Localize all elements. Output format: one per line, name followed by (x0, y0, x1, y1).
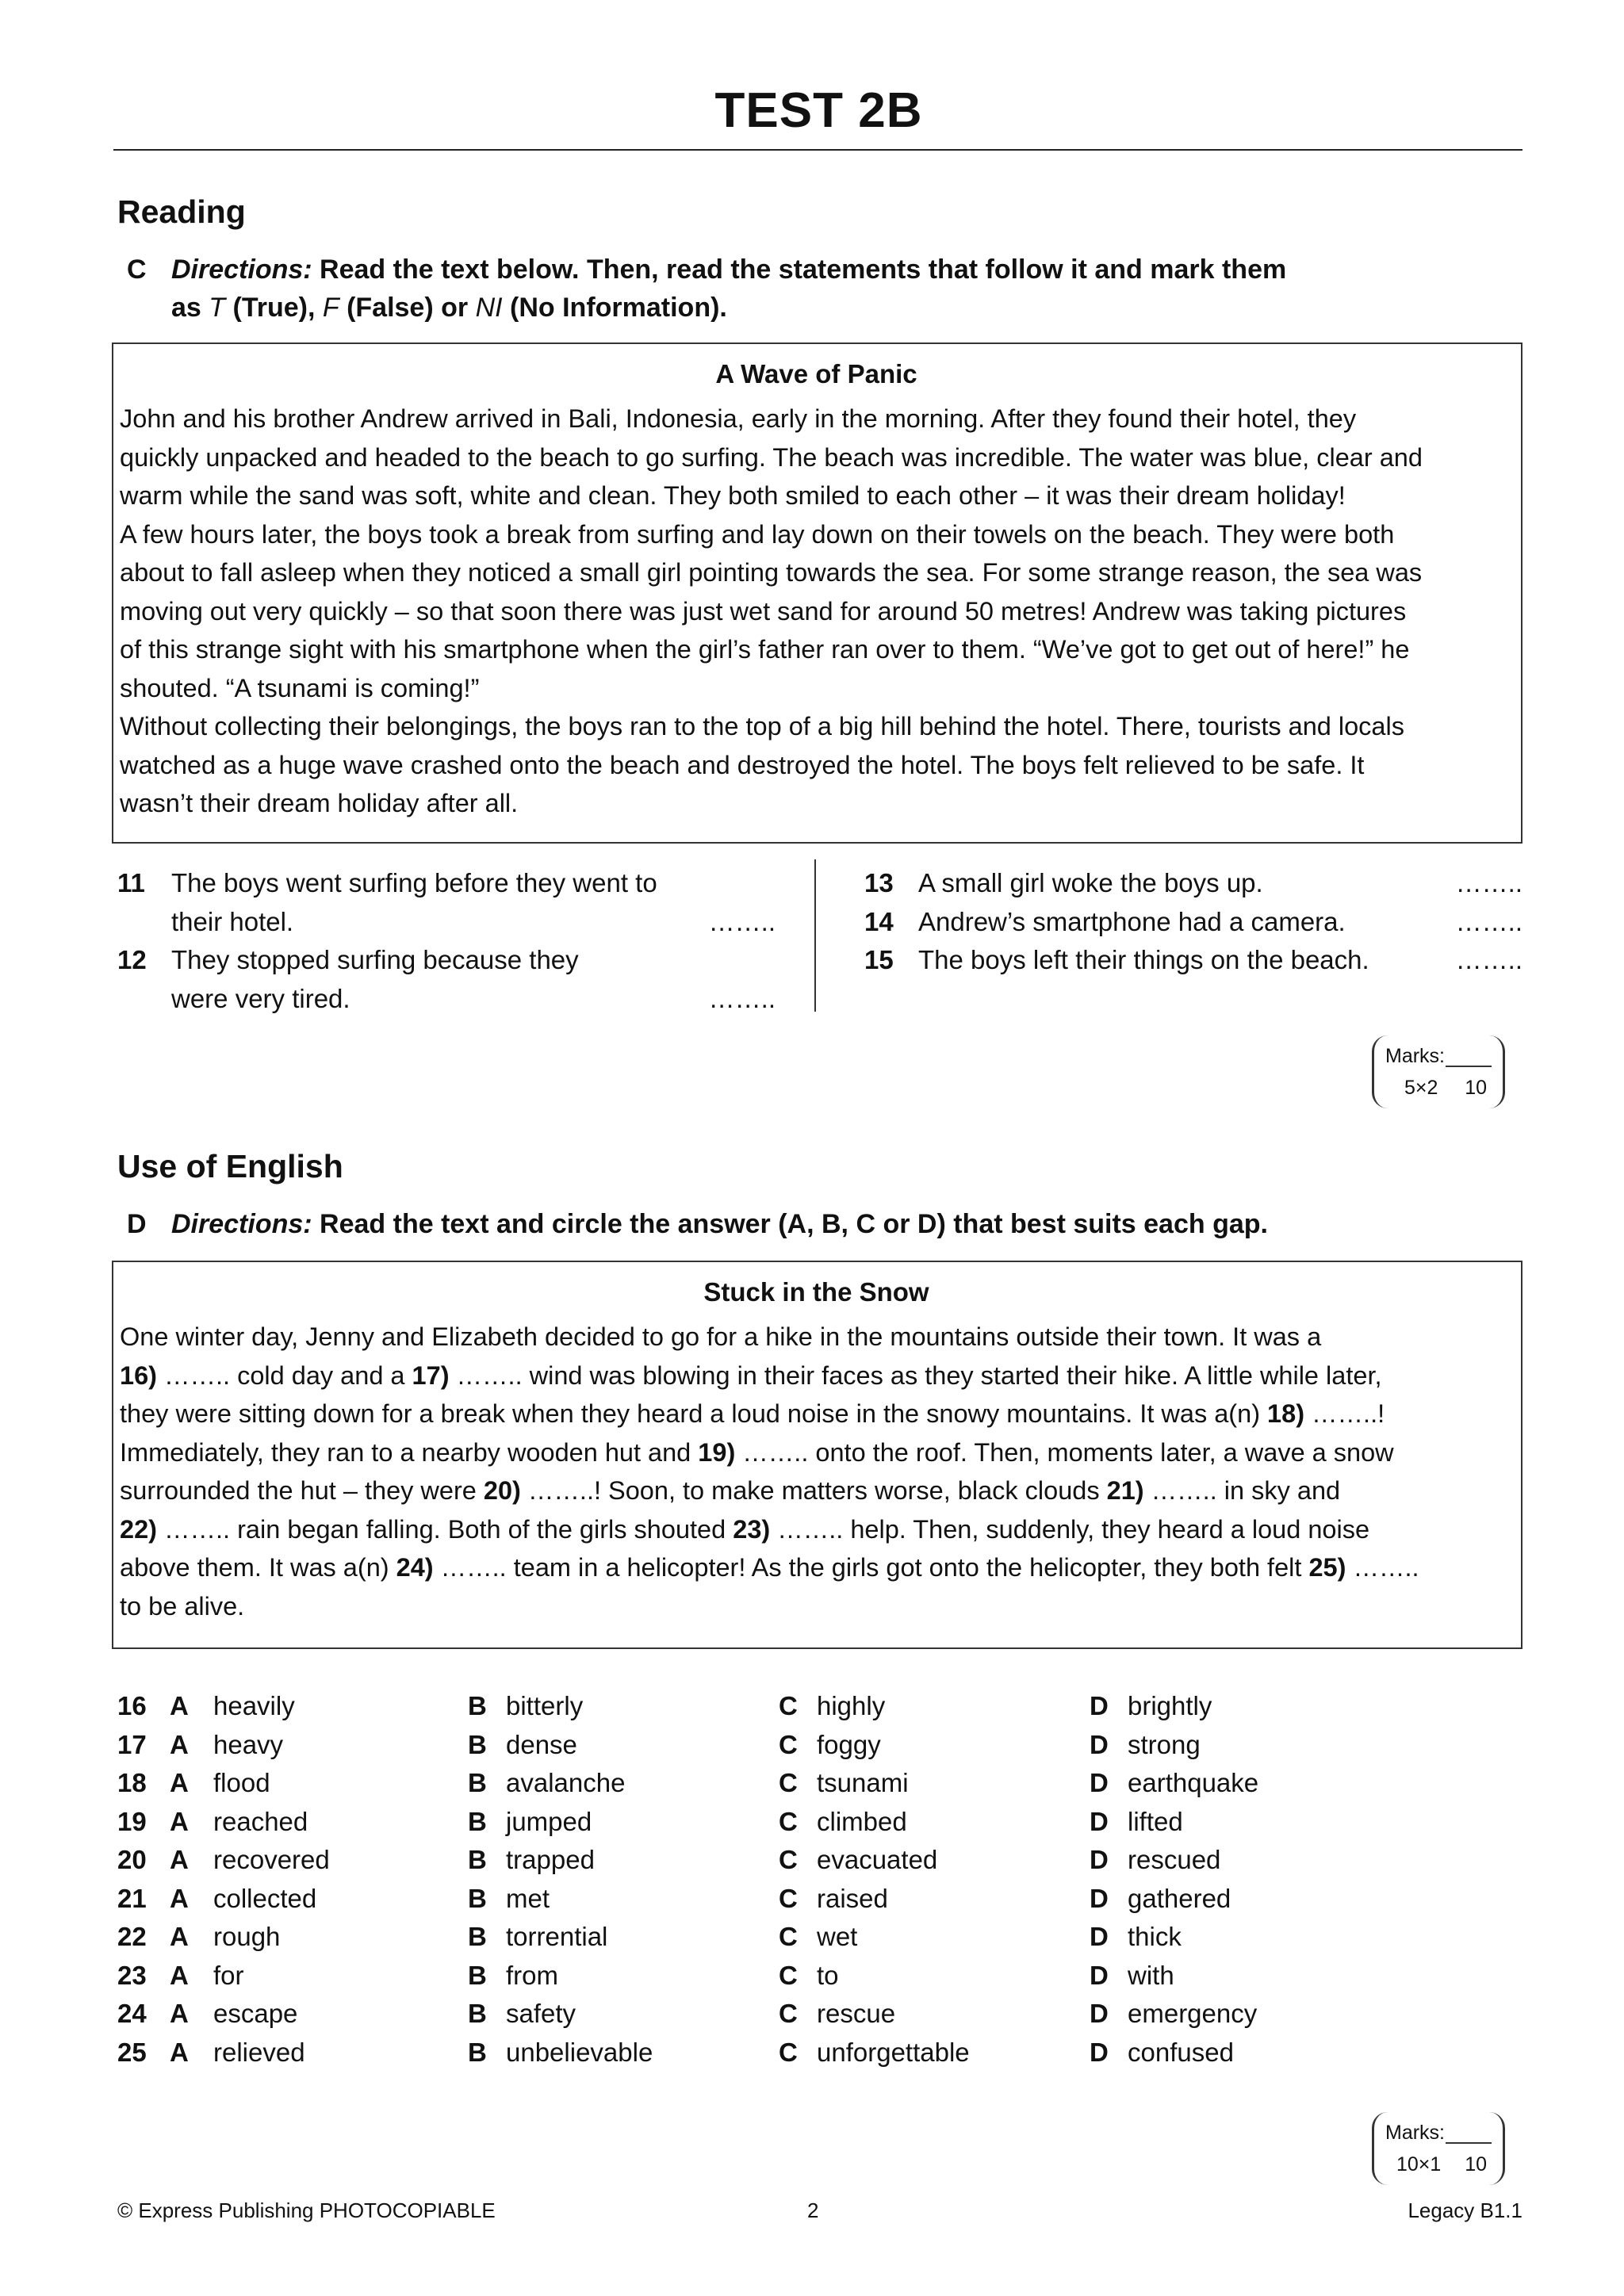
option-letter-d[interactable]: D (1090, 1768, 1109, 1797)
use-of-english-directions (117, 1205, 1513, 1243)
statement-13: 13 A small girl woke the boys up. …….. (864, 864, 1522, 903)
cloze-text-segment: …….. in sky and (1143, 1476, 1341, 1505)
option-word-c[interactable]: climbed (817, 1806, 907, 1836)
option-letter-d[interactable]: D (1090, 1806, 1109, 1836)
option-letter-c[interactable]: C (779, 1999, 798, 2028)
directions-text: Read the text and circle the answer (A, B, C or D) that best suits each gap. (312, 1209, 1268, 1239)
option-true: T (209, 293, 226, 323)
option-word-c[interactable]: wet (817, 1922, 858, 1951)
option-letter-b[interactable]: B (468, 1845, 487, 1874)
option-letter-b[interactable]: B (468, 1768, 487, 1797)
cloze-text-line (120, 1395, 1513, 1433)
question-number: 19 (117, 1806, 147, 1836)
cloze-text-segment: …….. cold day and a (156, 1360, 412, 1390)
option-word-b[interactable]: met (506, 1883, 550, 1913)
option-word-b[interactable]: torrential (506, 1922, 608, 1951)
answer-blank-15[interactable]: …….. (1455, 945, 1522, 974)
statement-11: 11 The boys went surfing before they went to their hotel. …….. (117, 864, 768, 941)
option-letter-b[interactable]: B (468, 1960, 487, 1990)
gap-number: 25) (1308, 1553, 1346, 1582)
page-title: TEST 2B (714, 83, 923, 138)
statement-12: 12 They stopped surfing because they were very tired. …….. (117, 941, 768, 1018)
question-number: 22 (117, 1922, 147, 1951)
statement-14: 14 Andrew’s smartphone had a camera. …….. (864, 903, 1522, 942)
question-row-16 (117, 1687, 1386, 1726)
question-row-23 (117, 1957, 1386, 1996)
option-word-b[interactable]: bitterly (506, 1691, 584, 1720)
option-letter-d[interactable]: D (1090, 2037, 1109, 2067)
cloze-text-title: Stuck in the Snow (703, 1277, 929, 1307)
answer-options-table (117, 1687, 1386, 2072)
option-letter-c[interactable]: C (779, 1883, 798, 1913)
answer-blank-12[interactable]: …….. (708, 983, 776, 1013)
question-number: 24 (117, 1999, 147, 2028)
statements-left (117, 864, 776, 1018)
option-word-d[interactable]: with (1128, 1960, 1174, 1990)
question-number: 20 (117, 1845, 147, 1874)
option-word-d[interactable]: earthquake (1128, 1768, 1259, 1797)
gap-number: 22) (120, 1514, 157, 1544)
reading-heading: Reading (117, 193, 246, 230)
reading-text-line: wasn’t their dream holiday after all. (120, 789, 519, 817)
option-letter-c[interactable]: C (779, 1768, 798, 1797)
cloze-text-segment: …….. rain began falling. Both of the girls shouted (156, 1514, 733, 1544)
option-word-a[interactable]: relieved (213, 2037, 305, 2067)
option-word-a[interactable]: flood (213, 1768, 270, 1797)
cloze-text-segment: Immediately, they ran to a nearby wooden hut and (120, 1437, 699, 1467)
cloze-text-segment: they were sitting down for a break when they heard a loud noise in the snowy mountains. It was a(n) (120, 1399, 1268, 1428)
question-row-17 (117, 1726, 1386, 1765)
marks-score-line[interactable] (1446, 1066, 1492, 1067)
answer-blank-14[interactable]: …….. (1455, 906, 1522, 936)
option-letter-b[interactable]: B (468, 1806, 487, 1836)
option-letter-b[interactable]: B (468, 2037, 487, 2067)
cloze-text-line (120, 1548, 1513, 1587)
cloze-text-segment: to be alive. (120, 1591, 245, 1621)
option-letter-c[interactable]: C (779, 1845, 798, 1874)
option-word-d[interactable]: strong (1128, 1729, 1201, 1759)
reading-text-title: A Wave of Panic (715, 359, 917, 388)
directions-label: Directions: (171, 254, 312, 285)
option-false: F (322, 293, 339, 323)
reading-text-line: John and his brother Andrew arrived in Bali, Indonesia, early in the morning. After they found their hotel, they (120, 404, 1357, 433)
option-letter-c[interactable]: C (779, 1729, 798, 1759)
directions-label: Directions: (171, 1209, 312, 1239)
question-number: 16 (117, 1691, 147, 1720)
option-word-d[interactable]: rescued (1128, 1845, 1221, 1874)
option-word-d[interactable]: emergency (1128, 1999, 1258, 2028)
gap-number: 17) (412, 1360, 450, 1390)
question-number: 23 (117, 1960, 147, 1990)
option-letter-d[interactable]: D (1090, 1729, 1109, 1759)
reading-text-line: quickly unpacked and headed to the beach to go surfing. The beach was incredible. The water was blue, clear and (120, 442, 1423, 472)
question-row-19 (117, 1803, 1386, 1842)
option-word-c[interactable]: unforgettable (817, 2037, 970, 2067)
reading-text-box (112, 342, 1522, 844)
reading-text-line: about to fall asleep when they noticed a small girl pointing towards the sea. For some strange reason, the sea was (120, 558, 1423, 587)
option-word-b[interactable]: dense (506, 1729, 577, 1759)
option-word-a[interactable]: heavily (213, 1691, 295, 1720)
option-word-b[interactable]: trapped (506, 1845, 595, 1874)
footer-copyright: © Express Publishing PHOTOCOPIABLE (117, 2198, 496, 2222)
cloze-text-line (120, 1587, 1513, 1626)
option-letter-d[interactable]: D (1090, 1960, 1109, 1990)
cloze-text-segment: …….. team in a helicopter! As the girls got onto the helicopter, they both felt (433, 1553, 1309, 1582)
cloze-text-segment: above them. It was a(n) (120, 1553, 396, 1582)
option-letter-b[interactable]: B (468, 1999, 487, 2028)
directions-text-line1: Read the text below. Then, read the statements that follow it and mark them (312, 254, 1287, 285)
cloze-text-segment: …….. onto the roof. Then, moments later, a wave a snow (735, 1437, 1394, 1467)
option-letter-a[interactable]: A (170, 1806, 189, 1836)
option-word-a[interactable]: recovered (213, 1845, 330, 1874)
option-word-a[interactable]: heavy (213, 1729, 284, 1759)
option-word-c[interactable]: evacuated (817, 1845, 938, 1874)
gap-number: 18) (1267, 1399, 1305, 1428)
option-letter-c[interactable]: C (779, 1806, 798, 1836)
cloze-text-segment: …….. wind was blowing in their faces as they started their hike. A little while later, (449, 1360, 1382, 1390)
option-letter-a[interactable]: A (170, 1691, 189, 1720)
question-row-20 (117, 1841, 1386, 1880)
option-letter-a[interactable]: A (170, 1922, 189, 1951)
option-word-d[interactable]: confused (1128, 2037, 1234, 2067)
question-number: 17 (117, 1729, 147, 1759)
option-word-d[interactable]: gathered (1128, 1883, 1231, 1913)
option-word-b[interactable]: from (506, 1960, 558, 1990)
option-word-c[interactable]: highly (817, 1691, 886, 1720)
question-row-25 (117, 2034, 1386, 2072)
question-number: 18 (117, 1768, 147, 1797)
reading-directions: C Directions: Read the text below. Then, read the statements that follow it and mark them as T (True), F (False) or NI (No Information). (117, 251, 1513, 327)
question-number: 25 (117, 2037, 147, 2067)
question-number: 21 (117, 1883, 147, 1913)
option-letter-c[interactable]: C (779, 2037, 798, 2067)
option-word-c[interactable]: rescue (817, 1999, 896, 2028)
answer-blank-13[interactable]: …….. (1455, 868, 1522, 897)
cloze-text-segment: …….. help. Then, suddenly, they heard a loud noise (770, 1514, 1370, 1544)
gap-number: 20) (483, 1476, 521, 1505)
option-letter-b[interactable]: B (468, 1691, 487, 1720)
option-word-b[interactable]: avalanche (506, 1768, 626, 1797)
option-letter-c[interactable]: C (779, 1960, 798, 1990)
option-letter-a[interactable]: A (170, 1729, 189, 1759)
option-letter-c[interactable]: C (779, 1691, 798, 1720)
cloze-text-line (120, 1510, 1513, 1549)
cloze-text-line (120, 1433, 1513, 1472)
statement-15: 15 The boys left their things on the beach. …….. (864, 941, 1522, 980)
reading-text-body (120, 400, 1513, 823)
option-letter-c[interactable]: C (779, 1922, 798, 1951)
cloze-text-body (120, 1318, 1513, 1625)
option-no-info: NI (475, 293, 503, 323)
option-word-b[interactable]: unbelievable (506, 2037, 653, 2067)
cloze-text-segment: …….. (1346, 1553, 1419, 1582)
gap-number: 19) (698, 1437, 736, 1467)
answer-blank-11[interactable]: …….. (708, 906, 776, 936)
option-word-c[interactable]: raised (817, 1883, 888, 1913)
option-word-a[interactable]: collected (213, 1883, 317, 1913)
reading-text-line: Without collecting their belongings, the boys ran to the top of a big hill behind the hotel. There, tourists and locals (120, 712, 1404, 740)
option-letter-d[interactable]: D (1090, 1999, 1109, 2028)
statements-divider (814, 859, 816, 1012)
option-letter-a[interactable]: A (170, 2037, 189, 2067)
option-letter-b[interactable]: B (468, 1729, 487, 1759)
option-word-c[interactable]: foggy (817, 1729, 881, 1759)
option-word-a[interactable]: escape (213, 1999, 298, 2028)
option-word-b[interactable]: jumped (506, 1806, 592, 1836)
question-row-24 (117, 1995, 1386, 2034)
option-word-d[interactable]: lifted (1128, 1806, 1183, 1836)
option-word-a[interactable]: reached (213, 1806, 308, 1836)
cloze-text-segment: ……..! (1304, 1399, 1385, 1428)
reading-marks-box: Marks: 5×2 10 (1372, 1035, 1505, 1108)
reading-text-line: warm while the sand was soft, white and clean. They both smiled to each other – it was their dream holiday! (120, 481, 1346, 510)
question-row-22 (117, 1918, 1386, 1957)
option-word-a[interactable]: rough (213, 1922, 281, 1951)
gap-number: 21) (1106, 1476, 1144, 1505)
reading-text-line: shouted. “A tsunami is coming!” (120, 673, 480, 702)
cloze-text-box (112, 1261, 1522, 1649)
reading-text-line: A few hours later, the boys took a break from surfing and lay down on their towels on the beach. They were both (120, 519, 1395, 549)
gap-number: 16) (120, 1360, 157, 1390)
option-word-b[interactable]: safety (506, 1999, 576, 2028)
statements-right (864, 864, 1522, 980)
use-of-english-heading: Use of English (117, 1148, 343, 1184)
cloze-text-segment: surrounded the hut – they were (120, 1476, 484, 1505)
option-word-d[interactable]: thick (1128, 1922, 1182, 1951)
option-letter-a[interactable]: A (170, 1883, 189, 1913)
reading-text-line: of this strange sight with his smartphone when the girl’s father ran over to them. “We’ve got to get out of here!” he (120, 635, 1410, 664)
section-letter-d: D (127, 1209, 147, 1239)
cloze-text-segment: ……..! Soon, to make matters worse, black clouds (520, 1476, 1107, 1505)
option-word-d[interactable]: brightly (1128, 1691, 1212, 1720)
cloze-text-segment: One winter day, Jenny and Elizabeth decided to go for a hike in the mountains outside their town. It was a (120, 1322, 1322, 1351)
option-letter-a[interactable]: A (170, 1960, 189, 1990)
gap-number: 24) (396, 1553, 434, 1582)
option-word-c[interactable]: to (817, 1960, 839, 1990)
cloze-text-line (120, 1318, 1513, 1357)
reading-text-line: watched as a huge wave crashed onto the beach and destroyed the hotel. The boys felt relieved to be safe. It (120, 750, 1365, 779)
option-word-c[interactable]: tsunami (817, 1768, 909, 1797)
cloze-text-line (120, 1471, 1513, 1510)
title-divider (113, 149, 1522, 151)
cloze-text-line (120, 1357, 1513, 1395)
option-letter-b[interactable]: B (468, 1883, 487, 1913)
question-row-21 (117, 1880, 1386, 1919)
option-letter-d[interactable]: D (1090, 1691, 1109, 1720)
option-letter-a[interactable]: A (170, 1768, 189, 1797)
option-letter-a[interactable]: A (170, 1999, 189, 2028)
option-word-a[interactable]: for (213, 1960, 244, 1990)
section-letter-c: C (127, 254, 147, 285)
option-letter-d[interactable]: D (1090, 1845, 1109, 1874)
marks-score-line[interactable] (1446, 2142, 1492, 2144)
option-letter-b[interactable]: B (468, 1922, 487, 1951)
option-letter-d[interactable]: D (1090, 1922, 1109, 1951)
footer-book-title: Legacy B1.1 (1408, 2198, 1522, 2222)
use-of-english-marks-box: Marks: 10×1 10 (1372, 2112, 1505, 2185)
gap-number: 23) (733, 1514, 771, 1544)
question-row-18 (117, 1764, 1386, 1803)
option-letter-a[interactable]: A (170, 1845, 189, 1874)
reading-text-line: moving out very quickly – so that soon there was just wet sand for around 50 metres! Andrew was taking pictures (120, 596, 1407, 626)
option-letter-d[interactable]: D (1090, 1883, 1109, 1913)
footer-page-number: 2 (807, 2198, 819, 2222)
